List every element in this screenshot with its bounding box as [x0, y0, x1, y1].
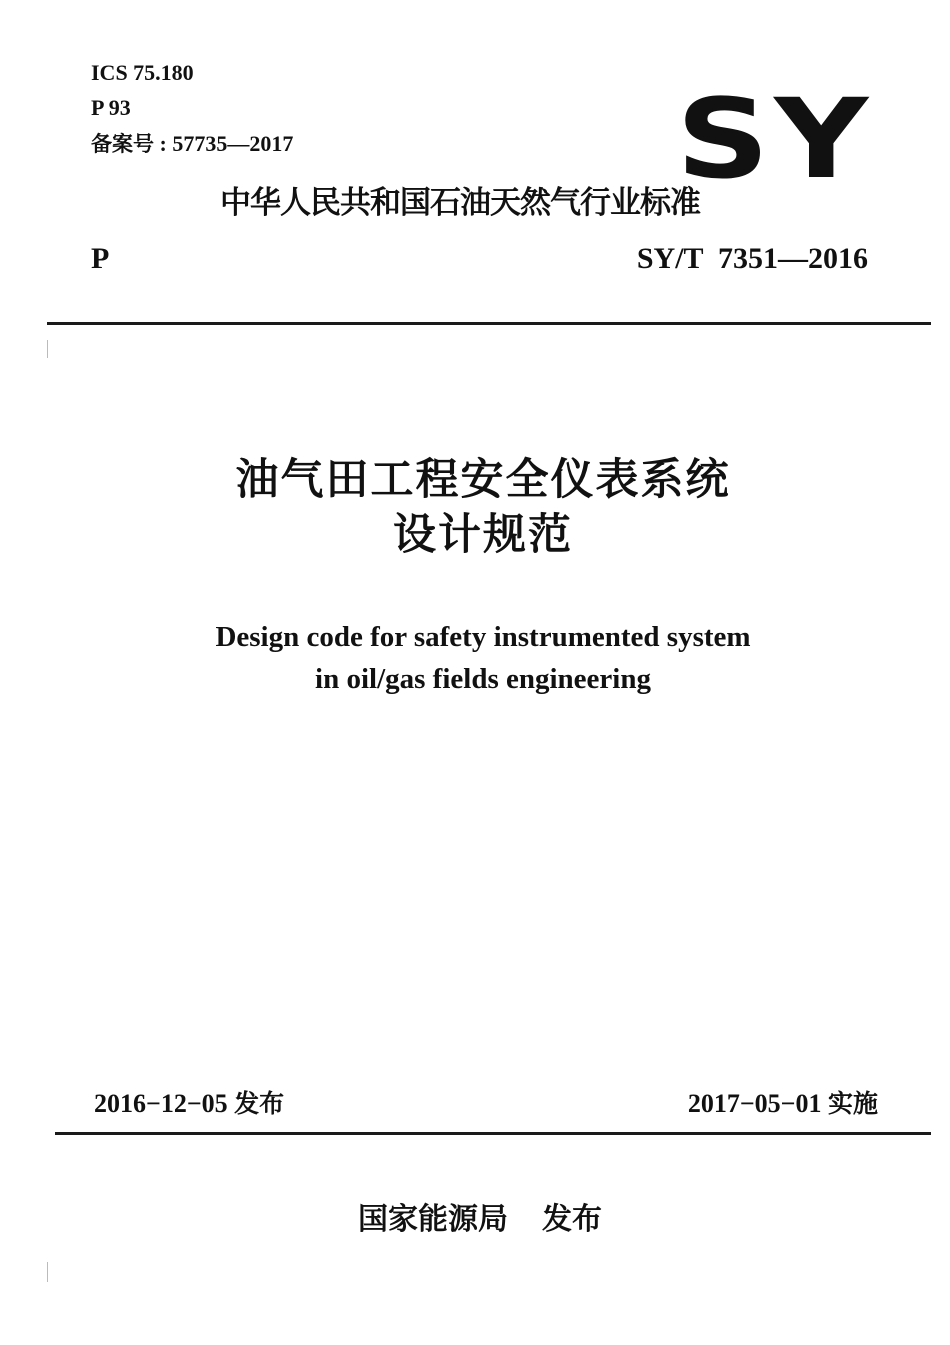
issue-date — [94, 1091, 284, 1117]
sy-logo: SY — [676, 75, 873, 203]
filing-label: 备案号 — [91, 132, 154, 156]
title-english-line-1: Design code for safety instrumented system — [215, 621, 751, 653]
standard-classification: 中华人民共和国石油天然气行业标准 — [220, 185, 700, 221]
filing-separator: : — [159, 131, 167, 156]
issuer-label: 发布 — [542, 1202, 602, 1237]
title-chinese-line-2: 设计规范 — [393, 510, 573, 560]
scan-margin-mark — [47, 340, 48, 358]
scan-margin-mark — [47, 1262, 48, 1282]
ccs-code: P 93 — [91, 95, 131, 120]
issue-date-value: 2016−12−05 — [94, 1089, 228, 1118]
effective-date — [688, 1091, 878, 1117]
issuing-authority — [0, 1202, 950, 1237]
effective-label: 实施 — [827, 1089, 878, 1118]
top-divider — [47, 322, 931, 325]
issue-label: 发布 — [234, 1089, 285, 1118]
standard-number: SY/T 7351—2016 — [636, 242, 868, 275]
filing-number — [91, 133, 293, 155]
effective-date-value: 2017−05−01 — [687, 1089, 822, 1118]
title-english-line-2: in oil/gas fields engineering — [315, 663, 651, 695]
bottom-divider — [55, 1132, 931, 1135]
filing-number-value: 57735—2017 — [172, 131, 294, 156]
ics-code: ICS 75.180 — [91, 60, 194, 85]
issuer-name: 国家能源局 — [358, 1202, 508, 1237]
category-letter: P — [91, 242, 110, 275]
title-chinese-line-1: 油气田工程安全仪表系统 — [235, 455, 731, 505]
